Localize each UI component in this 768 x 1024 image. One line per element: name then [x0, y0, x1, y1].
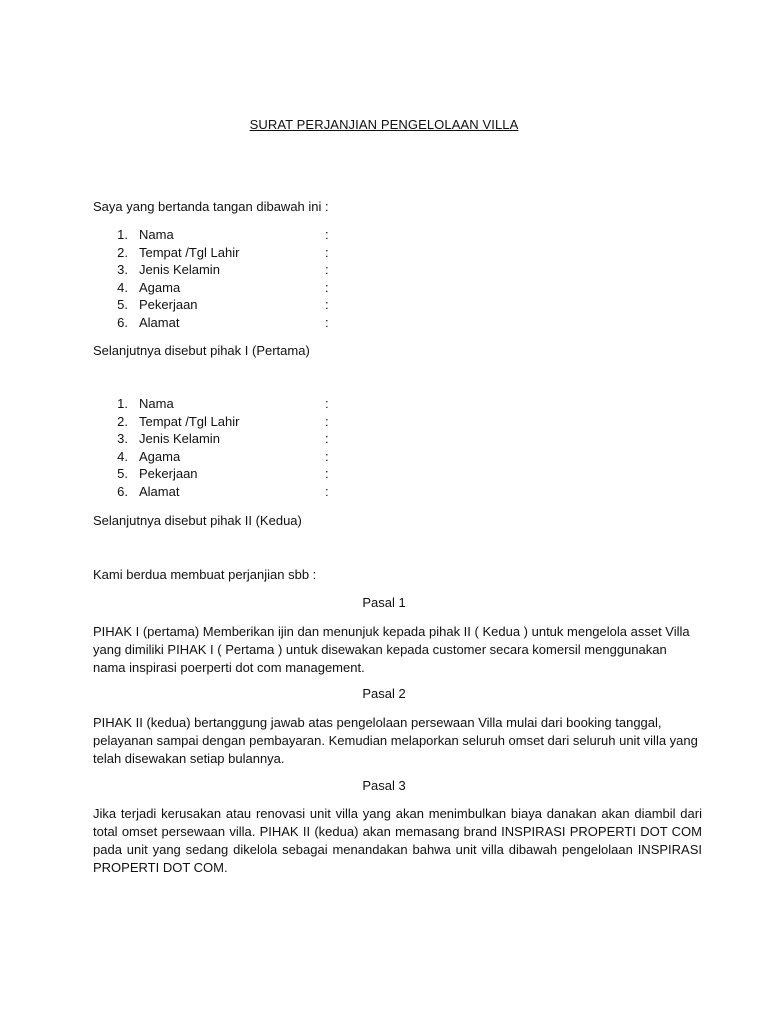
field-colon: : — [325, 262, 329, 278]
field-number: 1. — [117, 227, 128, 242]
article-text: PIHAK II (kedua) bertanggung jawab atas pengelolaan persewaan Villa mulai dari booking tanggal, pelayanan sampai dengan pembayaran. Kemudian melaporkan seluruh omset dari seluruh unit villa yang telah disewakan setiap bulannya. — [93, 715, 698, 766]
list-item — [0, 280, 768, 298]
field-number: 2. — [117, 413, 128, 429]
field-label: Jenis Kelamin — [139, 262, 220, 278]
field-label: Jenis Kelamin — [139, 431, 220, 447]
field-colon: : — [325, 244, 329, 260]
field-colon: : — [325, 466, 329, 482]
article-text: Jika terjadi kerusakan atau renovasi unit villa yang akan menimbulkan biaya danakan akan diambil dari total omset persewaan villa. PIHAK II (kedua) akan memasang brand INSPIRASI PROPERTI DOT COM pada unit yang sedang dikelola sebagai menandakan bahwa unit villa dibawah pengelolaan INSPIRASI PROPERTI DOT COM. — [93, 806, 702, 875]
list-item — [0, 414, 768, 432]
field-number: 2. — [117, 244, 128, 260]
field-number: 3. — [117, 262, 128, 278]
field-label: Pekerjaan — [139, 297, 198, 313]
field-label: Nama — [139, 227, 174, 242]
list-item — [0, 315, 768, 333]
field-label: Alamat — [139, 314, 180, 330]
field-label: Pekerjaan — [139, 466, 198, 482]
field-colon: : — [325, 297, 329, 313]
list-item — [0, 227, 768, 245]
list-item — [0, 431, 768, 449]
list-item — [0, 484, 768, 502]
field-colon: : — [325, 431, 329, 447]
field-colon: : — [325, 448, 329, 464]
field-colon: : — [325, 279, 329, 295]
field-colon: : — [325, 483, 329, 499]
field-number: 5. — [117, 297, 128, 313]
agreement-intro: Kami berdua membuat perjanjian sbb : — [93, 567, 317, 582]
field-label: Tempat /Tgl Lahir — [139, 244, 240, 260]
article-heading: Pasal 1 — [362, 595, 406, 610]
field-number: 4. — [117, 279, 128, 295]
party1-note: Selanjutnya disebut pihak I (Pertama) — [93, 343, 310, 358]
field-number: 5. — [117, 466, 128, 482]
list-item — [0, 262, 768, 280]
list-item — [0, 466, 768, 484]
article-heading: Pasal 3 — [362, 778, 406, 793]
document-title: SURAT PERJANJIAN PENGELOLAAN VILLA — [249, 117, 519, 132]
list-item — [0, 245, 768, 263]
field-label: Alamat — [139, 483, 180, 499]
field-number: 3. — [117, 431, 128, 447]
field-label: Tempat /Tgl Lahir — [139, 413, 240, 429]
field-label: Agama — [139, 448, 181, 464]
field-colon: : — [325, 314, 329, 330]
party2-note: Selanjutnya disebut pihak II (Kedua) — [93, 513, 302, 528]
party2-field-list — [0, 396, 768, 502]
article-text: PIHAK I (pertama) Memberikan ijin dan menunjuk kepada pihak II ( Kedua ) untuk mengelola asset Villa yang dimiliki PIHAK I ( Pertama ) untuk disewakan kepada customer secara komersil menggunakan nama inspirasi poerperti dot com management. — [93, 624, 690, 675]
field-label: Nama — [139, 396, 174, 411]
party1-field-list — [0, 227, 768, 333]
field-colon: : — [325, 227, 329, 242]
field-colon: : — [325, 413, 329, 429]
list-item — [0, 449, 768, 467]
list-item — [0, 396, 768, 414]
field-label: Agama — [139, 279, 181, 295]
intro-text: Saya yang bertanda tangan dibawah ini : — [93, 199, 329, 214]
list-item — [0, 297, 768, 315]
field-number: 6. — [117, 483, 128, 499]
article-heading: Pasal 2 — [362, 686, 406, 701]
field-number: 6. — [117, 314, 128, 330]
field-number: 1. — [117, 396, 128, 411]
field-colon: : — [325, 396, 329, 411]
field-number: 4. — [117, 448, 128, 464]
